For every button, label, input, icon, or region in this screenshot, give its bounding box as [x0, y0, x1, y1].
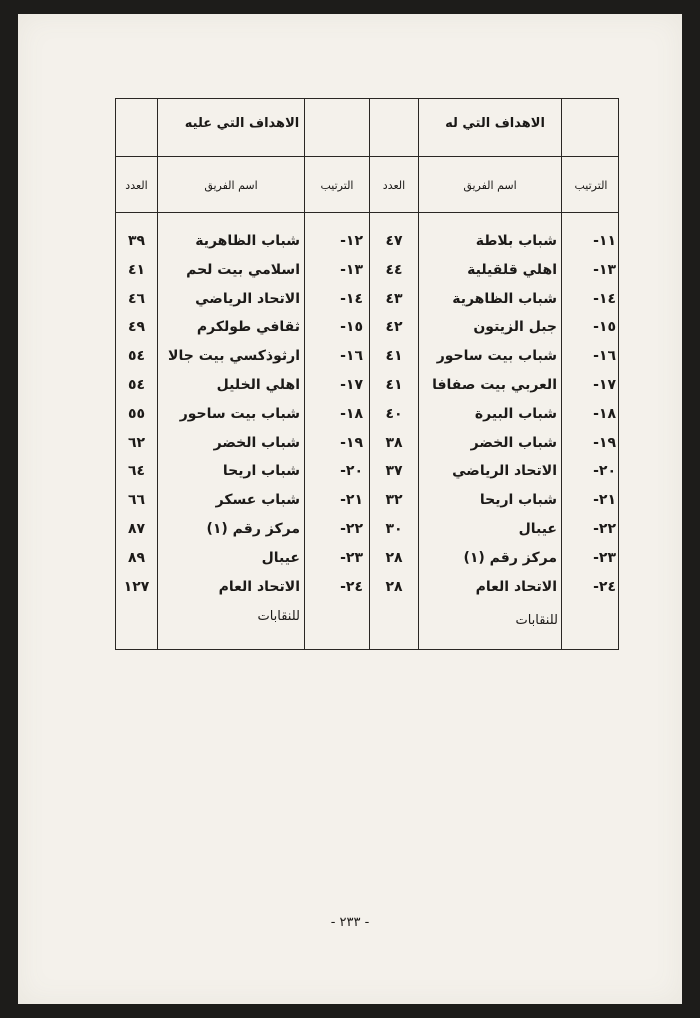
rank-cell: ١٩-	[340, 434, 363, 451]
table-row	[116, 285, 618, 314]
table-row	[116, 457, 618, 486]
goal-count-cell: ٣٨	[385, 434, 403, 451]
team-name-extra: للنقابات	[257, 609, 300, 624]
table-row	[116, 486, 618, 515]
team-name-cell: جبل الزيتون	[473, 319, 557, 336]
goal-count-cell: ٤١	[385, 348, 403, 365]
goal-count-cell: ٥٥	[127, 405, 146, 422]
table-row	[116, 573, 618, 602]
rank-cell: ١٩-	[593, 434, 616, 451]
divider	[116, 212, 618, 213]
team-name-cell: شباب الظاهرية	[195, 233, 300, 249]
rank-cell: ١٢-	[340, 233, 363, 249]
goal-count-cell: ٣٧	[385, 463, 403, 480]
rank-cell: ١٥-	[340, 319, 363, 336]
rank-cell: ١٤-	[340, 290, 363, 307]
header-count: العدد	[125, 179, 148, 192]
header-team: اسم الفريق	[463, 179, 517, 192]
group-title-for: الاهداف التي له	[445, 116, 545, 131]
rank-cell: ١٣-	[340, 261, 363, 278]
team-name-cell: شباب بيت ساحور	[179, 405, 300, 422]
header-rank: الترتيب	[320, 179, 354, 192]
team-name-cell: شباب عسكر	[215, 492, 300, 509]
rank-cell: ١٧-	[593, 377, 616, 393]
table-row	[116, 429, 618, 458]
goal-count-cell: ٤٠	[385, 405, 403, 422]
team-name-cell: شباب اريحا	[479, 492, 557, 509]
goal-count-cell: ٤٣	[385, 290, 403, 307]
team-name-cell: الاتحاد الرياضي	[195, 290, 300, 307]
goal-count-cell: ٤٦	[127, 290, 146, 307]
goal-count-cell: ٤٩	[127, 319, 146, 336]
goal-count-cell: ٣٢	[385, 492, 403, 509]
team-name-cell: شباب الخضر	[213, 434, 300, 451]
team-name-cell: اهلي الخليل	[216, 377, 300, 393]
table-row	[116, 342, 618, 371]
team-name-cell: شباب الظاهرية	[452, 290, 557, 307]
table-row	[116, 313, 618, 342]
rank-cell: ٢٠-	[340, 463, 363, 480]
rank-cell: ٢٠-	[593, 463, 616, 480]
goal-count-cell: ٤٤	[385, 261, 403, 278]
team-name-cell: اهلي قلقيلية	[467, 261, 557, 278]
page-number: - ٢٣٣ -	[330, 915, 370, 930]
table-row	[116, 256, 618, 285]
goal-count-cell: ١٢٧	[123, 578, 150, 595]
rank-cell: ٢١-	[340, 492, 363, 509]
team-name-extra: للنقابات	[515, 613, 558, 628]
team-name-cell: ارثوذكسي بيت جالا	[168, 348, 300, 365]
goal-count-cell: ٦٢	[127, 434, 146, 451]
team-name-cell: اسلامي بيت لحم	[186, 261, 300, 278]
table-row	[116, 400, 618, 429]
header-count: العدد	[382, 179, 406, 192]
goal-count-cell: ٦٤	[127, 463, 146, 480]
team-name-cell: مركز رقم (١)	[206, 521, 300, 537]
goal-count-cell: ٤١	[127, 261, 146, 278]
team-name-cell: شباب البيرة	[474, 405, 557, 422]
rank-cell: ٢٢-	[593, 521, 616, 537]
team-name-cell: الاتحاد العام	[475, 578, 557, 595]
header-rank: الترتيب	[574, 179, 608, 192]
goal-count-cell: ٤٧	[385, 233, 403, 249]
header-team: اسم الفريق	[204, 179, 258, 192]
rank-cell: ١٤-	[593, 290, 616, 307]
rank-cell: ١٦-	[340, 348, 363, 365]
rank-cell: ٢٣-	[593, 549, 616, 566]
rank-cell: ١٧-	[340, 377, 363, 393]
table-row	[116, 227, 618, 256]
goal-count-cell: ٥٤	[127, 377, 146, 393]
goal-count-cell: ٣٠	[385, 521, 403, 537]
rank-cell: ١٥-	[593, 319, 616, 336]
divider	[116, 156, 618, 157]
team-name-cell: شباب الخضر	[470, 434, 557, 451]
team-name-cell: عيبال	[518, 521, 557, 537]
rank-cell: ١٦-	[593, 348, 616, 365]
team-name-cell: عيبال	[261, 549, 300, 566]
rank-cell: ٢٤-	[593, 578, 616, 595]
goal-count-cell: ٢٨	[385, 578, 403, 595]
team-name-cell: شباب بيت ساحور	[436, 348, 557, 365]
rank-cell: ١١-	[593, 233, 616, 249]
goals-table	[115, 98, 619, 650]
rank-cell: ٢٤-	[340, 578, 363, 595]
rank-cell: ٢٢-	[340, 521, 363, 537]
goal-count-cell: ٤٢	[385, 319, 403, 336]
rank-cell: ٢١-	[593, 492, 616, 509]
table-row	[116, 544, 618, 573]
rank-cell: ١٣-	[593, 261, 616, 278]
team-name-cell: الاتحاد العام	[218, 578, 300, 595]
team-name-cell: شباب اريحا	[222, 463, 300, 480]
goal-count-cell: ٨٧	[127, 521, 146, 537]
goal-count-cell: ٤١	[385, 377, 403, 393]
goal-count-cell: ٦٦	[127, 492, 146, 509]
table-row	[116, 371, 618, 400]
rank-cell: ٢٣-	[340, 549, 363, 566]
team-name-cell: ثقافي طولكرم	[196, 319, 300, 336]
goal-count-cell: ٨٩	[127, 549, 146, 566]
table-row	[116, 515, 618, 544]
rank-cell: ١٨-	[593, 405, 616, 422]
goal-count-cell: ٣٩	[127, 233, 146, 249]
team-name-cell: مركز رقم (١)	[463, 549, 557, 566]
group-title-against: الاهداف التي عليه	[184, 116, 300, 131]
goal-count-cell: ٥٤	[127, 348, 146, 365]
goal-count-cell: ٢٨	[385, 549, 403, 566]
rank-cell: ١٨-	[340, 405, 363, 422]
team-name-cell: العربي بيت صفافا	[432, 377, 557, 393]
team-name-cell: الاتحاد الرياضي	[452, 463, 557, 480]
team-name-cell: شباب بلاطة	[475, 233, 557, 249]
